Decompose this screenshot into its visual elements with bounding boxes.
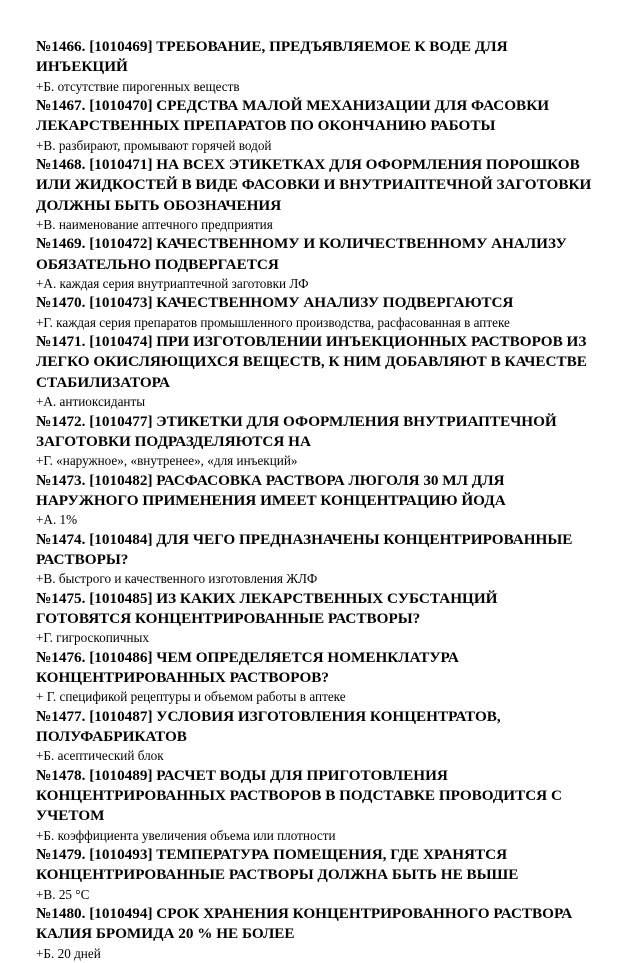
question-1470: №1470. [1010473] КАЧЕСТВЕННОМУ АНАЛИЗУ ПОДВЕРГАЮТСЯ	[36, 294, 514, 312]
answer-1476: + Г. спецификой рецептуры и объемом работы в аптеке	[36, 689, 346, 705]
answer-1471: +А. антиоксиданты	[36, 394, 146, 410]
document-page	[36, 37, 596, 963]
answer-1479: +В. 25 °С	[36, 886, 90, 902]
question-1477: №1477. [1010487] УСЛОВИЯ ИЗГОТОВЛЕНИЯ КОНЦЕНТРАТОВ, ПОЛУФАБРИКАТОВ	[36, 707, 501, 745]
question-1471: №1471. [1010474] ПРИ ИЗГОТОВЛЕНИИ ИНЪЕКЦИОННЫХ РАСТВОРОВ ИЗ ЛЕГКО ОКИСЛЯЮЩИХСЯ ВЕЩЕСТВ, К НИМ ДОБАВЛЯЮТ В КАЧЕСТВЕ СТАБИЛИЗАТОРА	[36, 333, 587, 391]
question-1472: №1472. [1010477] ЭТИКЕТКИ ДЛЯ ОФОРМЛЕНИЯ ВНУТРИАПТЕЧНОЙ ЗАГОТОВКИ ПОДРАЗДЕЛЯЮТСЯ НА	[36, 412, 557, 450]
question-1478: №1478. [1010489] РАСЧЕТ ВОДЫ ДЛЯ ПРИГОТОВЛЕНИЯ КОНЦЕНТРИРОВАННЫХ РАСТВОРОВ В ПОДСТАВКЕ ПРОВОДИТСЯ С УЧЕТОМ	[36, 766, 562, 825]
question-1475: №1475. [1010485] ИЗ КАКИХ ЛЕКАРСТВЕННЫХ СУБСТАНЦИЙ ГОТОВЯТСЯ КОНЦЕНТРИРОВАННЫЕ РАСТВОРЫ?	[36, 589, 498, 627]
answer-1466: +Б. отсутствие пирогенных веществ	[36, 78, 240, 94]
answer-1472: +Г. «наружное», «внутренее», «для инъекций»	[36, 453, 298, 469]
answer-1473: +А. 1%	[36, 512, 78, 528]
answer-1480: +Б. 20 дней	[36, 945, 101, 961]
question-1468: №1468. [1010471] НА ВСЕХ ЭТИКЕТКАХ ДЛЯ ОФОРМЛЕНИЯ ПОРОШКОВ ИЛИ ЖИДКОСТЕЙ В ВИДЕ ФАСОВКИ И ВНУТРИАПТЕЧНОЙ ЗАГОТОВКИ ДОЛЖНЫ БЫТЬ ОБОЗНАЧЕНИЯ	[36, 156, 592, 214]
question-1480: №1480. [1010494] СРОК ХРАНЕНИЯ КОНЦЕНТРИРОВАННОГО РАСТВОРА КАЛИЯ БРОМИДА 20 % НЕ БОЛЕЕ	[36, 905, 573, 943]
answer-1477: +Б. асептический блок	[36, 748, 164, 764]
answer-1475: +Г. гигроскопичных	[36, 630, 149, 646]
question-1476: №1476. [1010486] ЧЕМ ОПРЕДЕЛЯЕТСЯ НОМЕНКЛАТУРА КОНЦЕНТРИРОВАННЫХ РАСТВОРОВ?	[36, 648, 459, 686]
answer-1467: +В. разбирают, промывают горячей водой	[36, 137, 272, 153]
answer-1474: +В. быстрого и качественного изготовления ЖЛФ	[36, 571, 318, 587]
question-1473: №1473. [1010482] РАСФАСОВКА РАСТВОРА ЛЮГОЛЯ 30 МЛ ДЛЯ НАРУЖНОГО ПРИМЕНЕНИЯ ИМЕЕТ КОНЦЕНТРАЦИЮ ЙОДА	[36, 471, 506, 509]
question-1469: №1469. [1010472] КАЧЕСТВЕННОМУ И КОЛИЧЕСТВЕННОМУ АНАЛИЗУ ОБЯЗАТЕЛЬНО ПОДВЕРГАЕТСЯ	[36, 235, 567, 273]
answer-1470: +Г. каждая серия препаратов промышленного производства, расфасованная в аптеке	[36, 314, 510, 330]
question-1479: №1479. [1010493] ТЕМПЕРАТУРА ПОМЕЩЕНИЯ, ГДЕ ХРАНЯТСЯ КОНЦЕНТРИРОВАННЫЕ РАСТВОРЫ ДОЛЖНА БЫТЬ НЕ ВЫШЕ	[36, 846, 519, 884]
question-1466: №1466. [1010469] ТРЕБОВАНИЕ, ПРЕДЪЯВЛЯЕМОЕ К ВОДЕ ДЛЯ ИНЪЕКЦИЙ	[36, 38, 508, 76]
answer-1469: +А. каждая серия внутриаптечной заготовки ЛФ	[36, 276, 309, 292]
question-1467: №1467. [1010470] СРЕДСТВА МАЛОЙ МЕХАНИЗАЦИИ ДЛЯ ФАСОВКИ ЛЕКАРСТВЕННЫХ ПРЕПАРАТОВ ПО ОКОНЧАНИЮ РАБОТЫ	[36, 97, 550, 135]
answer-1468: +В. наименование аптечного предприятия	[36, 217, 273, 233]
question-1474: №1474. [1010484] ДЛЯ ЧЕГО ПРЕДНАЗНАЧЕНЫ КОНЦЕНТРИРОВАННЫЕ РАСТВОРЫ?	[36, 530, 573, 568]
answer-1478: +Б. коэффициента увеличения объема или плотности	[36, 827, 336, 843]
